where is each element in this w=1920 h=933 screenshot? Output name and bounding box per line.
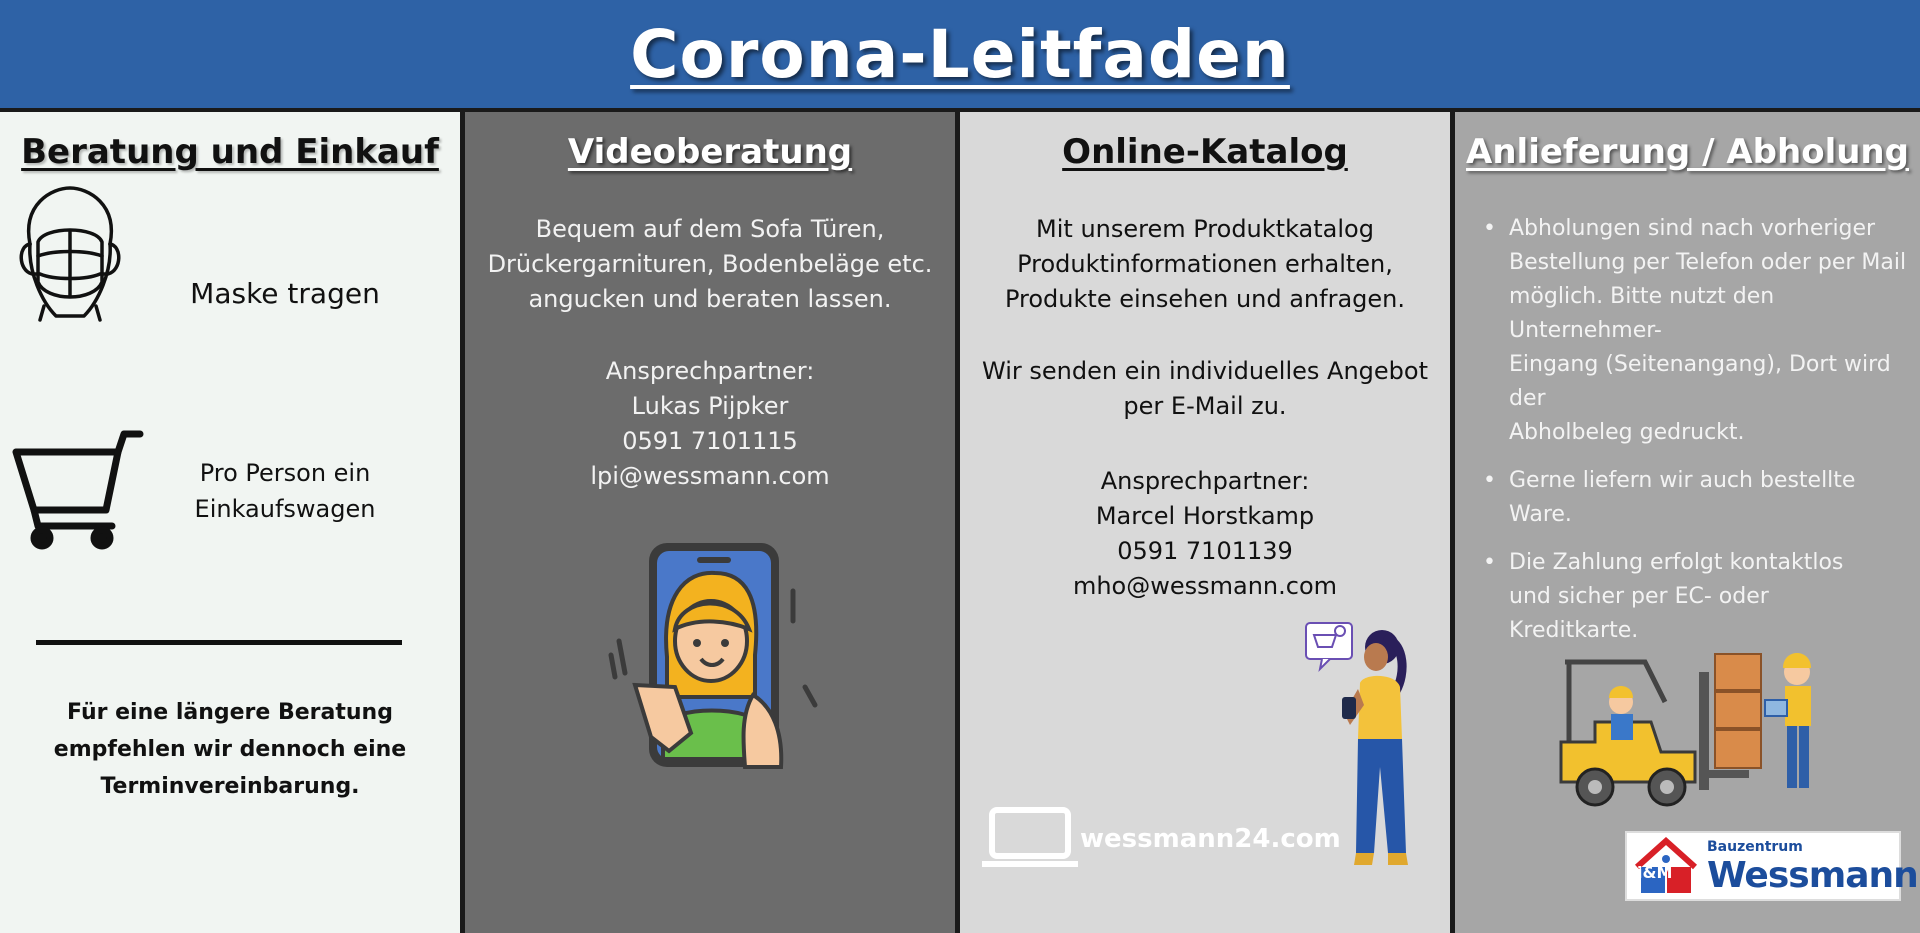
divider-line [36,640,402,645]
video-desc-line-2: Drückergarnituren, Bodenbeläge etc. [487,250,933,278]
column-title-video: Videoberatung [567,132,853,172]
katalog-offer [960,354,1450,424]
bullet-3-line-2: und sicher per EC- oder [1509,584,1769,609]
video-desc-line-1: Bequem auf dem Sofa Türen, [535,215,885,243]
katalog-desc-line-3: Produkte einsehen und anfragen. [1004,285,1406,313]
page-title: Corona-Leitfaden [630,15,1290,93]
company-logo [1625,831,1918,901]
video-contact-label: Ansprechpartner: [605,357,815,385]
logo-mark: i&M [1637,863,1673,882]
katalog-desc-line-1: Mit unserem Produktkatalog [1036,215,1374,243]
bullet-1-line-4: Eingang (Seitenangang), Dort wird der [1509,352,1891,411]
laptop-icon [980,804,1080,874]
video-contact-name: Lukas Pijpker [631,392,789,420]
bullet-1-line-5: Abholbeleg gedruckt. [1509,420,1745,445]
video-call-illustration [605,537,825,777]
logo-subtitle: Bauzentrum [1707,839,1803,855]
bullet-1-line-1: • Abholungen sind nach vorheriger [1509,216,1876,241]
cart-label-line-1: Pro Person ein [199,459,371,487]
column-title-katalog: Online-Katalog [1062,132,1348,172]
katalog-desc-line-2: Produktinformationen erhalten, [1017,250,1393,278]
cart-label-line-2: Einkaufswagen [194,495,376,523]
note-line-2: empfehlen wir dennoch eine [53,737,407,762]
shopping-cart-icon [12,430,144,550]
katalog-description [960,212,1450,317]
video-contact-email[interactable]: lpi@wessmann.com [590,462,830,490]
katalog-contact [960,464,1450,604]
appointment-note [20,694,440,805]
bullet-item-pickup [1475,212,1920,450]
video-description [465,212,955,317]
katalog-contact-phone[interactable]: 0591 7101139 [1117,537,1293,565]
forklift-illustration [1555,642,1835,822]
bullet-item-payment [1475,546,1920,648]
note-line-3: Terminvereinbarung. [100,774,360,799]
shopping-woman-illustration [1302,617,1422,933]
note-line-1: Für eine längere Beratung [67,700,393,725]
column-videoberatung [465,112,955,933]
katalog-contact-name: Marcel Horstkamp [1095,502,1315,530]
column-online-katalog [960,112,1450,933]
delivery-bullet-list [1475,212,1920,662]
katalog-contact-email[interactable]: mho@wessmann.com [1072,572,1338,600]
cart-label [160,455,410,527]
video-desc-line-3: angucken und beraten lassen. [528,285,892,313]
katalog-contact-label: Ansprechpartner: [1100,467,1310,495]
bullet-1-line-2: Bestellung per Telefon oder per Mail [1509,250,1907,275]
face-mask-icon [14,182,126,324]
video-contact [465,354,955,494]
katalog-offer-line-2: per E-Mail zu. [1123,392,1287,420]
mask-label: Maske tragen [190,277,380,310]
katalog-offer-line-1: Wir senden ein individuelles Angebot [981,357,1428,385]
bullet-3-line-3: Kreditkarte. [1509,618,1639,643]
logo-brand-name: Wessmann [1707,855,1918,896]
column-beratung [0,112,460,933]
column-title-beratung: Beratung und Einkauf [21,132,439,172]
video-contact-phone[interactable]: 0591 7101115 [622,427,798,455]
column-title-lieferung: Anlieferung / Abholung [1466,132,1909,172]
bullet-1-line-3: möglich. Bitte nutzt den Unternehmer- [1509,284,1775,343]
header-banner [0,0,1920,108]
bullet-2-line-1: • Gerne liefern wir auch bestellte [1509,468,1856,493]
website-link[interactable]: wessmann24.com [1080,824,1341,854]
bullet-item-delivery [1475,464,1920,532]
bullet-3-line-1: • Die Zahlung erfolgt kontaktlos [1509,550,1844,575]
column-anlieferung [1455,112,1920,933]
bullet-2-line-2: Ware. [1509,502,1572,527]
